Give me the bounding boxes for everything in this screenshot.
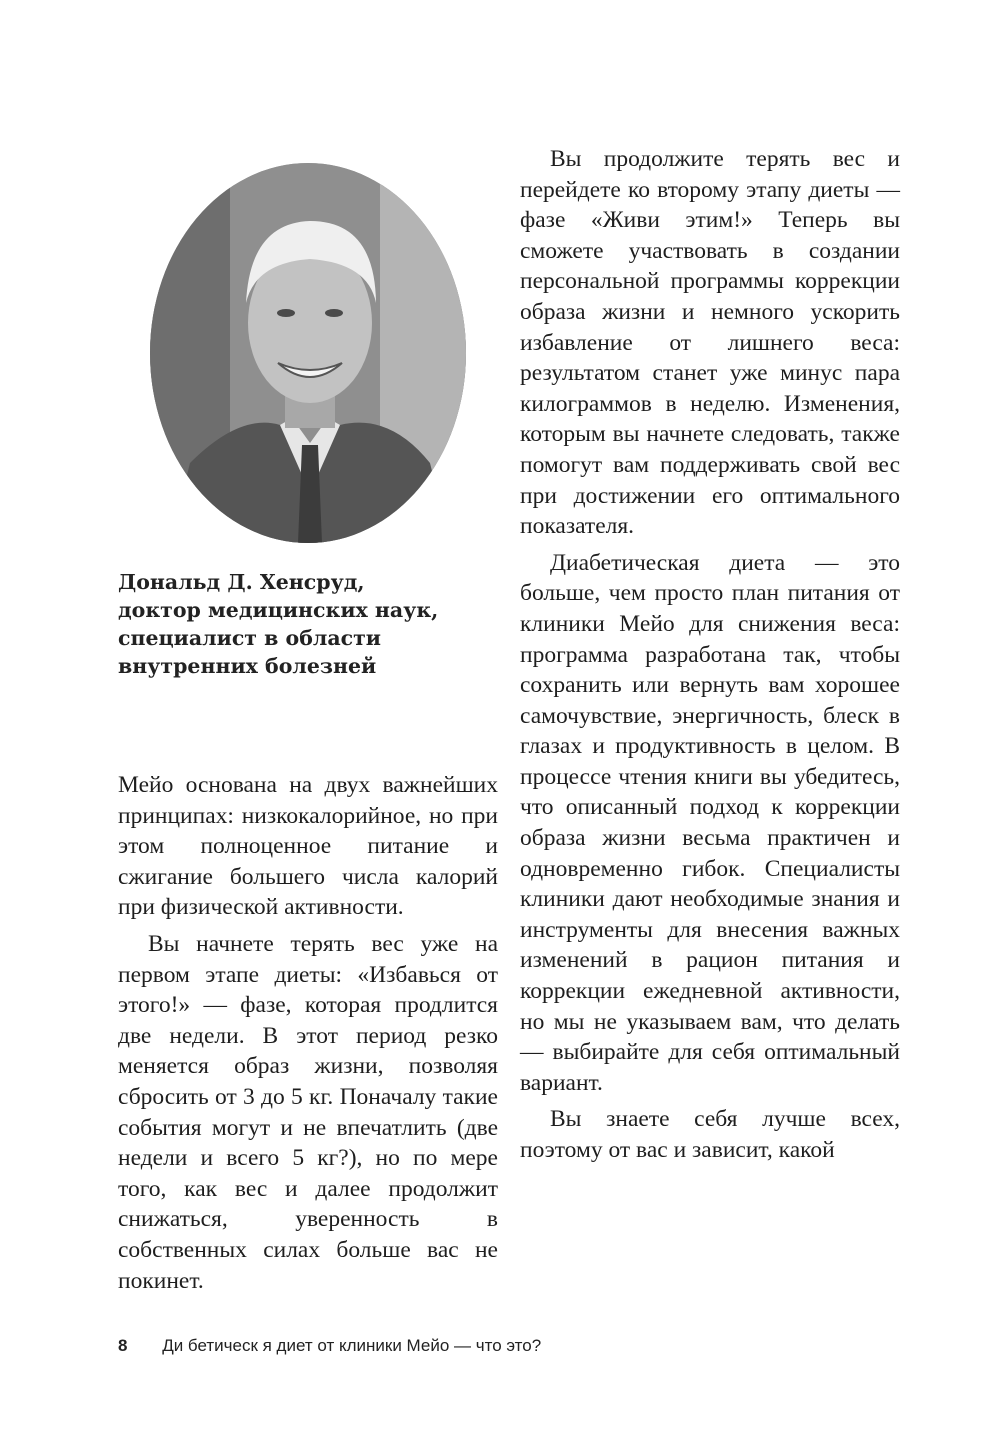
caption-line: специалист в области — [118, 626, 381, 650]
caption-line: внутренних болезней — [118, 654, 377, 678]
paragraph: Вы знаете себя лучше всех, поэтому от вас и зависит, какой — [520, 1106, 900, 1163]
portrait-photo — [150, 163, 466, 543]
paragraph: Мейо основана на двух важнейших принципах: низкокалорийное, но при этом полноценное питание и сжигание большего числа калорий при физической активности. — [118, 772, 498, 921]
paragraph: Диабетическая диета — это больше, чем просто план питания от клиники Мейо для снижения веса: программа разработана так, чтобы сохранить или вернуть вам хорошее самочувствие, энергичность, блеск в глазах и продуктивность в целом. В процессе чтения книги вы убедитесь, что описанный подход к коррекции образа жизни весьма практичен и одновременно гибок. Специалисты клиники дают необходимые знания и инструменты для внесения важных изменений в рацион питания и коррекции ежедневной активности, но мы не указываем вам, что делать — выбирайте для себя оптимальный вариант. — [520, 549, 900, 1096]
caption-line: доктор медицинских наук, — [118, 598, 439, 622]
paragraph: Вы начнете терять вес уже на первом этапе диеты: «Избавься от этого!» — фазе, которая продлится две недели. В этот период резко меняется образ жизни, позволяя сбросить от 3 до 5 кг. Поначалу такие события могут и не впечатлить (две недели и всего 5 кг?), но по мере того, как вес и далее продолжит снижаться, уверенность в собственных силах больше вас не покинет. — [118, 930, 498, 1294]
page-number: 8 — [118, 1336, 128, 1355]
portrait-illustration — [150, 163, 466, 543]
running-title: Ди бетическ я диет от клиники Мейо — что это? — [162, 1336, 542, 1355]
caption-line: Дональд Д. Хенсруд, — [118, 570, 365, 594]
paragraph: Вы продолжите терять вес и перейдете ко второму этапу диеты — фазе «Живи этим!» Теперь вы сможете участвовать в создании персональной программы коррекции образа жизни и немного ускорить избавление от лишнего веса: результатом станет уже минус пара килограммов в неделю. Изменения, которым вы начнете следовать, также помогут вам поддерживать свой вес при достижении его оптимального показателя. — [520, 146, 900, 540]
photo-caption — [118, 568, 488, 680]
right-column — [520, 144, 900, 1166]
left-column — [118, 770, 498, 1296]
page-footer — [118, 1336, 541, 1356]
